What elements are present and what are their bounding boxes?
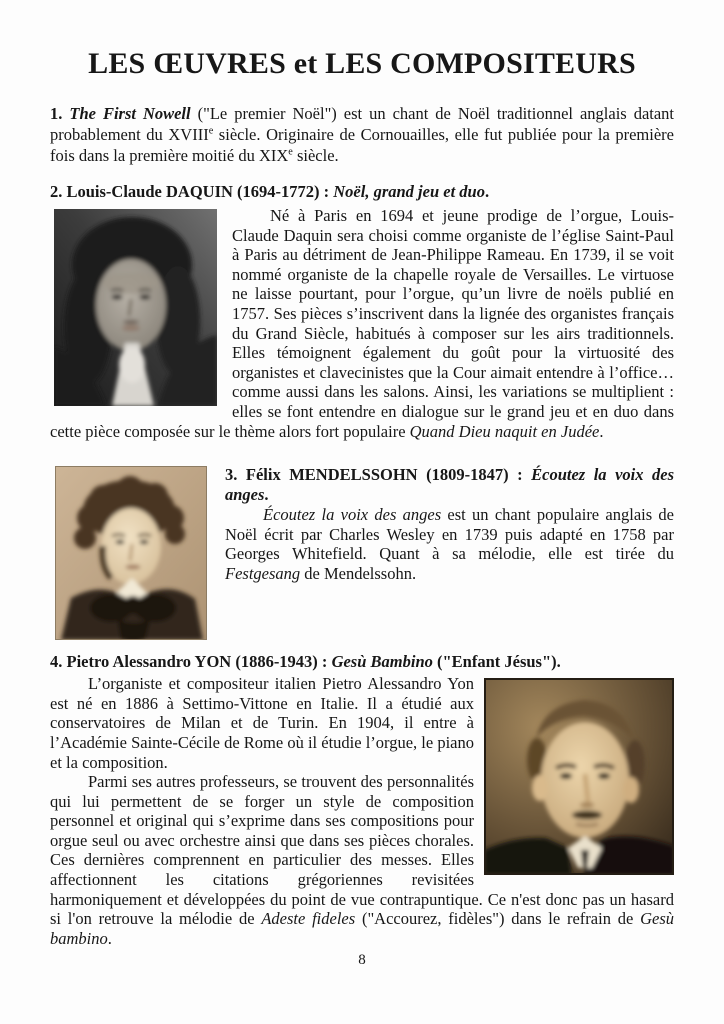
- section-daquin-text: Né à Paris en 1694 et jeune prodige de l’orgue, Louis-Claude Daquin sera choisi comme organiste de l’église Saint-Paul à Paris au détriment de Jean-Philippe Rameau. En 1739, il se voit nommé organiste de la chapelle royale de Versailles. Le virtuose ne laisse pourtant, pour l’orgue, qu’un livre de noëls publié en 1757. Ses pièces s’inscrivent dans la lignée des organistes français du Grand Siècle, habitués à composer sur les airs traditionnels. Elles témoignent également du goût pour la virtuosité des organistes et clavecinistes que la Cour aimait entendre à l’office… comme aussi dans les salons. Ainsi, les variations se multiplient : elles se font entendre en dialogue sur le grand jeu et en duo dans cette pièce composée sur le thème alors fort populaire Quand Dieu naquit en Judée.: [50, 206, 674, 441]
- page-title: LES ŒUVRES et LES COMPOSITEURS: [88, 47, 636, 80]
- section-daquin-body: [50, 206, 674, 441]
- daquin-portrait-image: [54, 209, 217, 406]
- section-mendelssohn-heading: 3. Félix MENDELSSOHN (1809-1847) : Écoutez la voix des anges.: [225, 465, 674, 505]
- yon-portrait-image: [484, 678, 674, 875]
- page-number: 8: [358, 952, 366, 968]
- section-yon-heading: 4. Pietro Alessandro YON (1886-1943) : Gesù Bambino ("Enfant Jésus").: [50, 652, 561, 672]
- mendelssohn-portrait-image: [55, 466, 207, 640]
- section-yon-paragraph-2: Parmi ses autres professeurs, se trouvent des personnalités qui lui permettent de se forger un style de composition personnel et original qui s’exprime dans ses compositions pour orgue seul ou avec orchestre ainsi que dans ses pièces chorales. Ces dernières comprennent en particulier des messes. Elles affectionnent les citations grégoriennes revisitées harmoniquement et développées du point de vue contrapuntique. Ce n'est donc pas un hasard si l'on retrouve la mélodie de Adeste fideles ("Accourez, fidèles") dans le refrain de Gesù bambino.: [50, 772, 674, 948]
- section-yon: [50, 652, 674, 948]
- section-mendelssohn-text: Écoutez la voix des anges est un chant populaire anglais de Noël écrit par Charles Wesley en 1739 puis adapté en 1758 par Georges Whitefield. Quant à sa mélodie, elle est tirée du Festgesang de Mendelssohn.: [225, 505, 674, 583]
- intro-paragraph: 1. The First Nowell ("Le premier Noël") est un chant de Noël traditionnel anglais datant probablement du XVIIIe siècle. Originaire de Cornouailles, elle fut publiée pour la première fois dans la première moitié du XIXe siècle.: [50, 104, 675, 165]
- section-daquin-heading: 2. Louis-Claude DAQUIN (1694-1772) : Noël, grand jeu et duo.: [50, 182, 490, 201]
- section-yon-paragraph-1: L’organiste et compositeur italien Pietro Alessandro Yon est né en 1886 à Settimo-Vittone en Italie. Il a étudié aux conservatoires de Milan et de Turin. En 1904, il entre à l’Académie Sainte-Cécile de Rome où il étudie l’orgue, le piano et la composition.: [50, 674, 474, 772]
- section-daquin: [50, 182, 674, 441]
- section-mendelssohn: [50, 465, 674, 642]
- section-yon-body: [50, 674, 674, 948]
